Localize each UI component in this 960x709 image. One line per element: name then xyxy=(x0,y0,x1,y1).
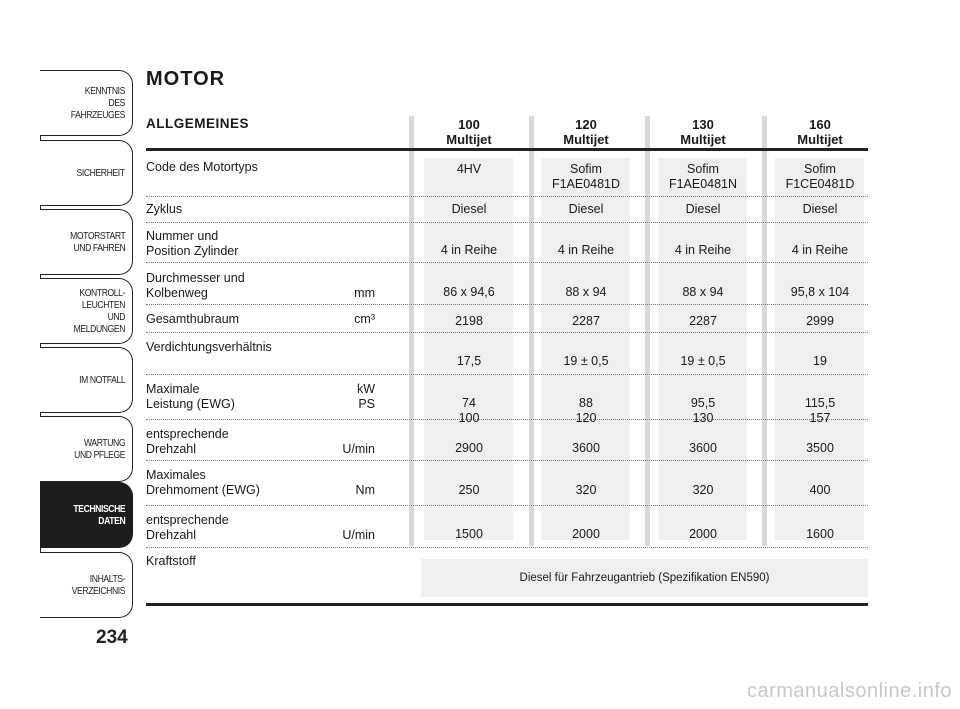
table-cell: Diesel xyxy=(451,202,487,216)
row-label: Durchmesser und Kolbenweg xyxy=(146,271,245,300)
row-unit: mm xyxy=(354,285,375,300)
row-unit: Nm xyxy=(355,482,375,497)
table-cell: 88 x 94 xyxy=(565,285,607,299)
table-cell: 3500 xyxy=(806,441,834,455)
table-cell: 17,5 xyxy=(456,354,482,368)
row-unit: cm³ xyxy=(354,312,375,326)
table-cell: 4 in Reihe xyxy=(440,243,498,257)
table-cell: 19 xyxy=(813,354,827,368)
table-cell: Diesel xyxy=(568,202,604,216)
table-cell: 320 xyxy=(575,483,597,497)
table-cell: 4 in Reihe xyxy=(791,243,849,257)
table-cell: 2198 xyxy=(455,314,483,328)
table-cell: 2900 xyxy=(455,441,483,455)
row-label: Verdichtungsverhältnis xyxy=(146,340,272,354)
row-label: Maximale Leistung (EWG) xyxy=(146,382,235,411)
table-cell: 2287 xyxy=(572,314,600,328)
table-cell: 95,5 130 xyxy=(690,396,716,425)
table-cell: 320 xyxy=(692,483,714,497)
row-divider xyxy=(146,262,868,263)
row-unit: U/min xyxy=(342,441,375,456)
section-heading: ALLGEMEINES xyxy=(146,116,250,131)
table-cell: 2000 xyxy=(689,527,717,541)
row-label: Code des Motortyps xyxy=(146,160,258,174)
row-divider xyxy=(146,332,868,333)
table-cell: 3600 xyxy=(572,441,600,455)
table-cell: 2287 xyxy=(689,314,717,328)
table-cell: 1500 xyxy=(455,527,483,541)
row-divider xyxy=(146,196,868,197)
table-cell: Sofim F1AE0481D xyxy=(551,162,621,191)
row-divider xyxy=(146,547,868,548)
table-cell: Diesel xyxy=(802,202,838,216)
table-cell: 88 x 94 xyxy=(682,285,724,299)
table-cell: 2000 xyxy=(572,527,600,541)
column-header-130: 130 Multijet xyxy=(680,117,726,147)
page-title: MOTOR xyxy=(146,68,226,90)
tab-notfall[interactable]: IM NOTFALL xyxy=(40,347,133,413)
tab-wartung[interactable]: WARTUNG UND PFLEGE xyxy=(40,416,133,482)
tab-kontrollleuchten[interactable]: KONTROLL- LEUCHTEN UND MELDUNGEN xyxy=(40,278,133,344)
row-label: Maximales Drehmoment (EWG) xyxy=(146,468,260,497)
row-label: entsprechende Drehzahl xyxy=(146,427,229,456)
table-cell: 74 100 xyxy=(458,396,480,425)
row-divider xyxy=(146,505,868,506)
table-cell: Diesel xyxy=(685,202,721,216)
tab-motorstart[interactable]: MOTORSTART UND FAHREN xyxy=(40,209,133,275)
row-label: Gesamthubraum xyxy=(146,312,240,326)
column-header-100: 100 Multijet xyxy=(446,117,492,147)
row-label: Zyklus xyxy=(146,202,183,216)
row-label: entsprechende Drehzahl xyxy=(146,513,229,542)
table-cell: 95,8 x 104 xyxy=(790,285,850,299)
row-divider xyxy=(146,304,868,305)
page-number: 234 xyxy=(96,627,128,648)
table-cell: 4 in Reihe xyxy=(557,243,615,257)
table-cell: 4HV xyxy=(456,162,482,176)
table-cell: 88 120 xyxy=(575,396,597,425)
column-separator xyxy=(409,116,414,546)
row-unit: U/min xyxy=(342,527,375,542)
watermark-text: carmanualsonline.info xyxy=(746,680,952,702)
table-cell: Sofim F1AE0481N xyxy=(668,162,738,191)
row-label: Nummer und Position Zylinder xyxy=(146,229,239,258)
tab-inhaltsverzeichnis[interactable]: INHALTS- VERZEICHNIS xyxy=(40,552,133,618)
tab-kenntnis[interactable]: KENNTNIS DES FAHRZEUGES xyxy=(40,70,133,136)
table-cell: 4 in Reihe xyxy=(674,243,732,257)
table-cell: 115,5 157 xyxy=(804,396,836,425)
column-header-160: 160 Multijet xyxy=(797,117,843,147)
row-label: Kraftstoff xyxy=(146,554,196,568)
table-cell: 1600 xyxy=(806,527,834,541)
footer-rule xyxy=(146,603,868,606)
tab-technische-daten[interactable]: TECHNISCHE DATEN xyxy=(40,482,133,548)
table-cell: 86 x 94,6 xyxy=(443,285,495,299)
table-cell: Sofim F1CE0481D xyxy=(785,162,855,191)
header-rule xyxy=(146,148,868,151)
row-unit: kW PS xyxy=(356,382,375,411)
table-cell: 19 ± 0,5 xyxy=(680,354,726,368)
row-divider xyxy=(146,222,868,223)
row-divider xyxy=(146,374,868,375)
table-cell: 3600 xyxy=(689,441,717,455)
table-cell: 19 ± 0,5 xyxy=(563,354,609,368)
table-cell: 2999 xyxy=(806,314,834,328)
column-header-120: 120 Multijet xyxy=(563,117,609,147)
table-cell: 250 xyxy=(458,483,480,497)
tab-sicherheit[interactable]: SICHERHEIT xyxy=(40,140,133,206)
row-divider xyxy=(146,460,868,461)
table-cell: 400 xyxy=(809,483,831,497)
fuel-value: Diesel für Fahrzeugantrieb (Spezifikation EN590) xyxy=(421,559,868,597)
